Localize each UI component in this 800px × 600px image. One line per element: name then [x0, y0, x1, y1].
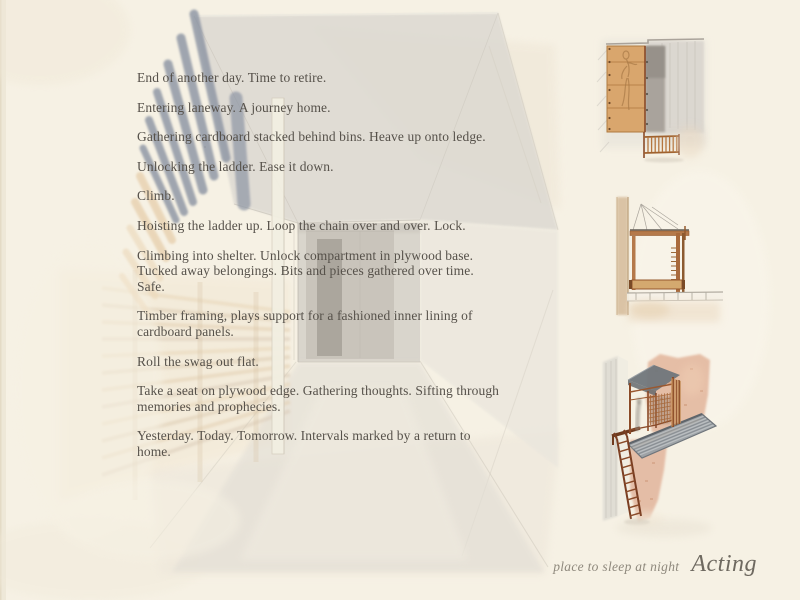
shelter-structure: [628, 365, 681, 434]
figure-silhouette: [637, 398, 642, 429]
plywood-base: [632, 280, 682, 289]
narrative-paragraph: Climb.: [137, 188, 175, 204]
narrative-paragraph: Roll the swag out flat.: [137, 353, 259, 369]
narrative-paragraph: Hoisting the ladder up. Loop the chain over and over. Lock.: [137, 217, 466, 233]
caption: [553, 551, 757, 578]
plywood-panel: [607, 46, 648, 132]
narrative-paragraph: Take a seat on plywood edge. Gathering thoughts. Sifting through memories and prophecies.: [137, 383, 500, 414]
narrative-paragraph: Unlocking the ladder. Ease it down.: [137, 158, 334, 174]
narrative-paragraph: Entering laneway. A journey home.: [137, 99, 331, 115]
narrative-paragraph: Yesterday. Today. Tomorrow. Intervals marked by a return to home.: [137, 428, 471, 459]
wall-band: [617, 197, 628, 315]
narrative-text: [137, 70, 503, 474]
shelter-axonometric-sketch: [603, 354, 716, 537]
narrative-paragraph: End of another day. Time to retire.: [137, 70, 327, 85]
narrative-paragraph: Timber framing, plays support for a fashioned inner lining of cardboard panels.: [137, 308, 473, 339]
shelter-elevation-sketch: [597, 39, 706, 163]
narrative-paragraph: Climbing into shelter. Unlock compartment in plywood base. Tucked away belongings. Bits and pieces gathered over time. Safe.: [137, 247, 474, 294]
top-beam: [630, 231, 689, 236]
narrative-paragraph: Gathering cardboard stacked behind bins. Heave up onto ledge.: [137, 129, 486, 145]
caption-subtitle: place to sleep at night: [553, 559, 680, 574]
ledge: [627, 292, 723, 301]
caption-title: Acting: [691, 551, 757, 577]
